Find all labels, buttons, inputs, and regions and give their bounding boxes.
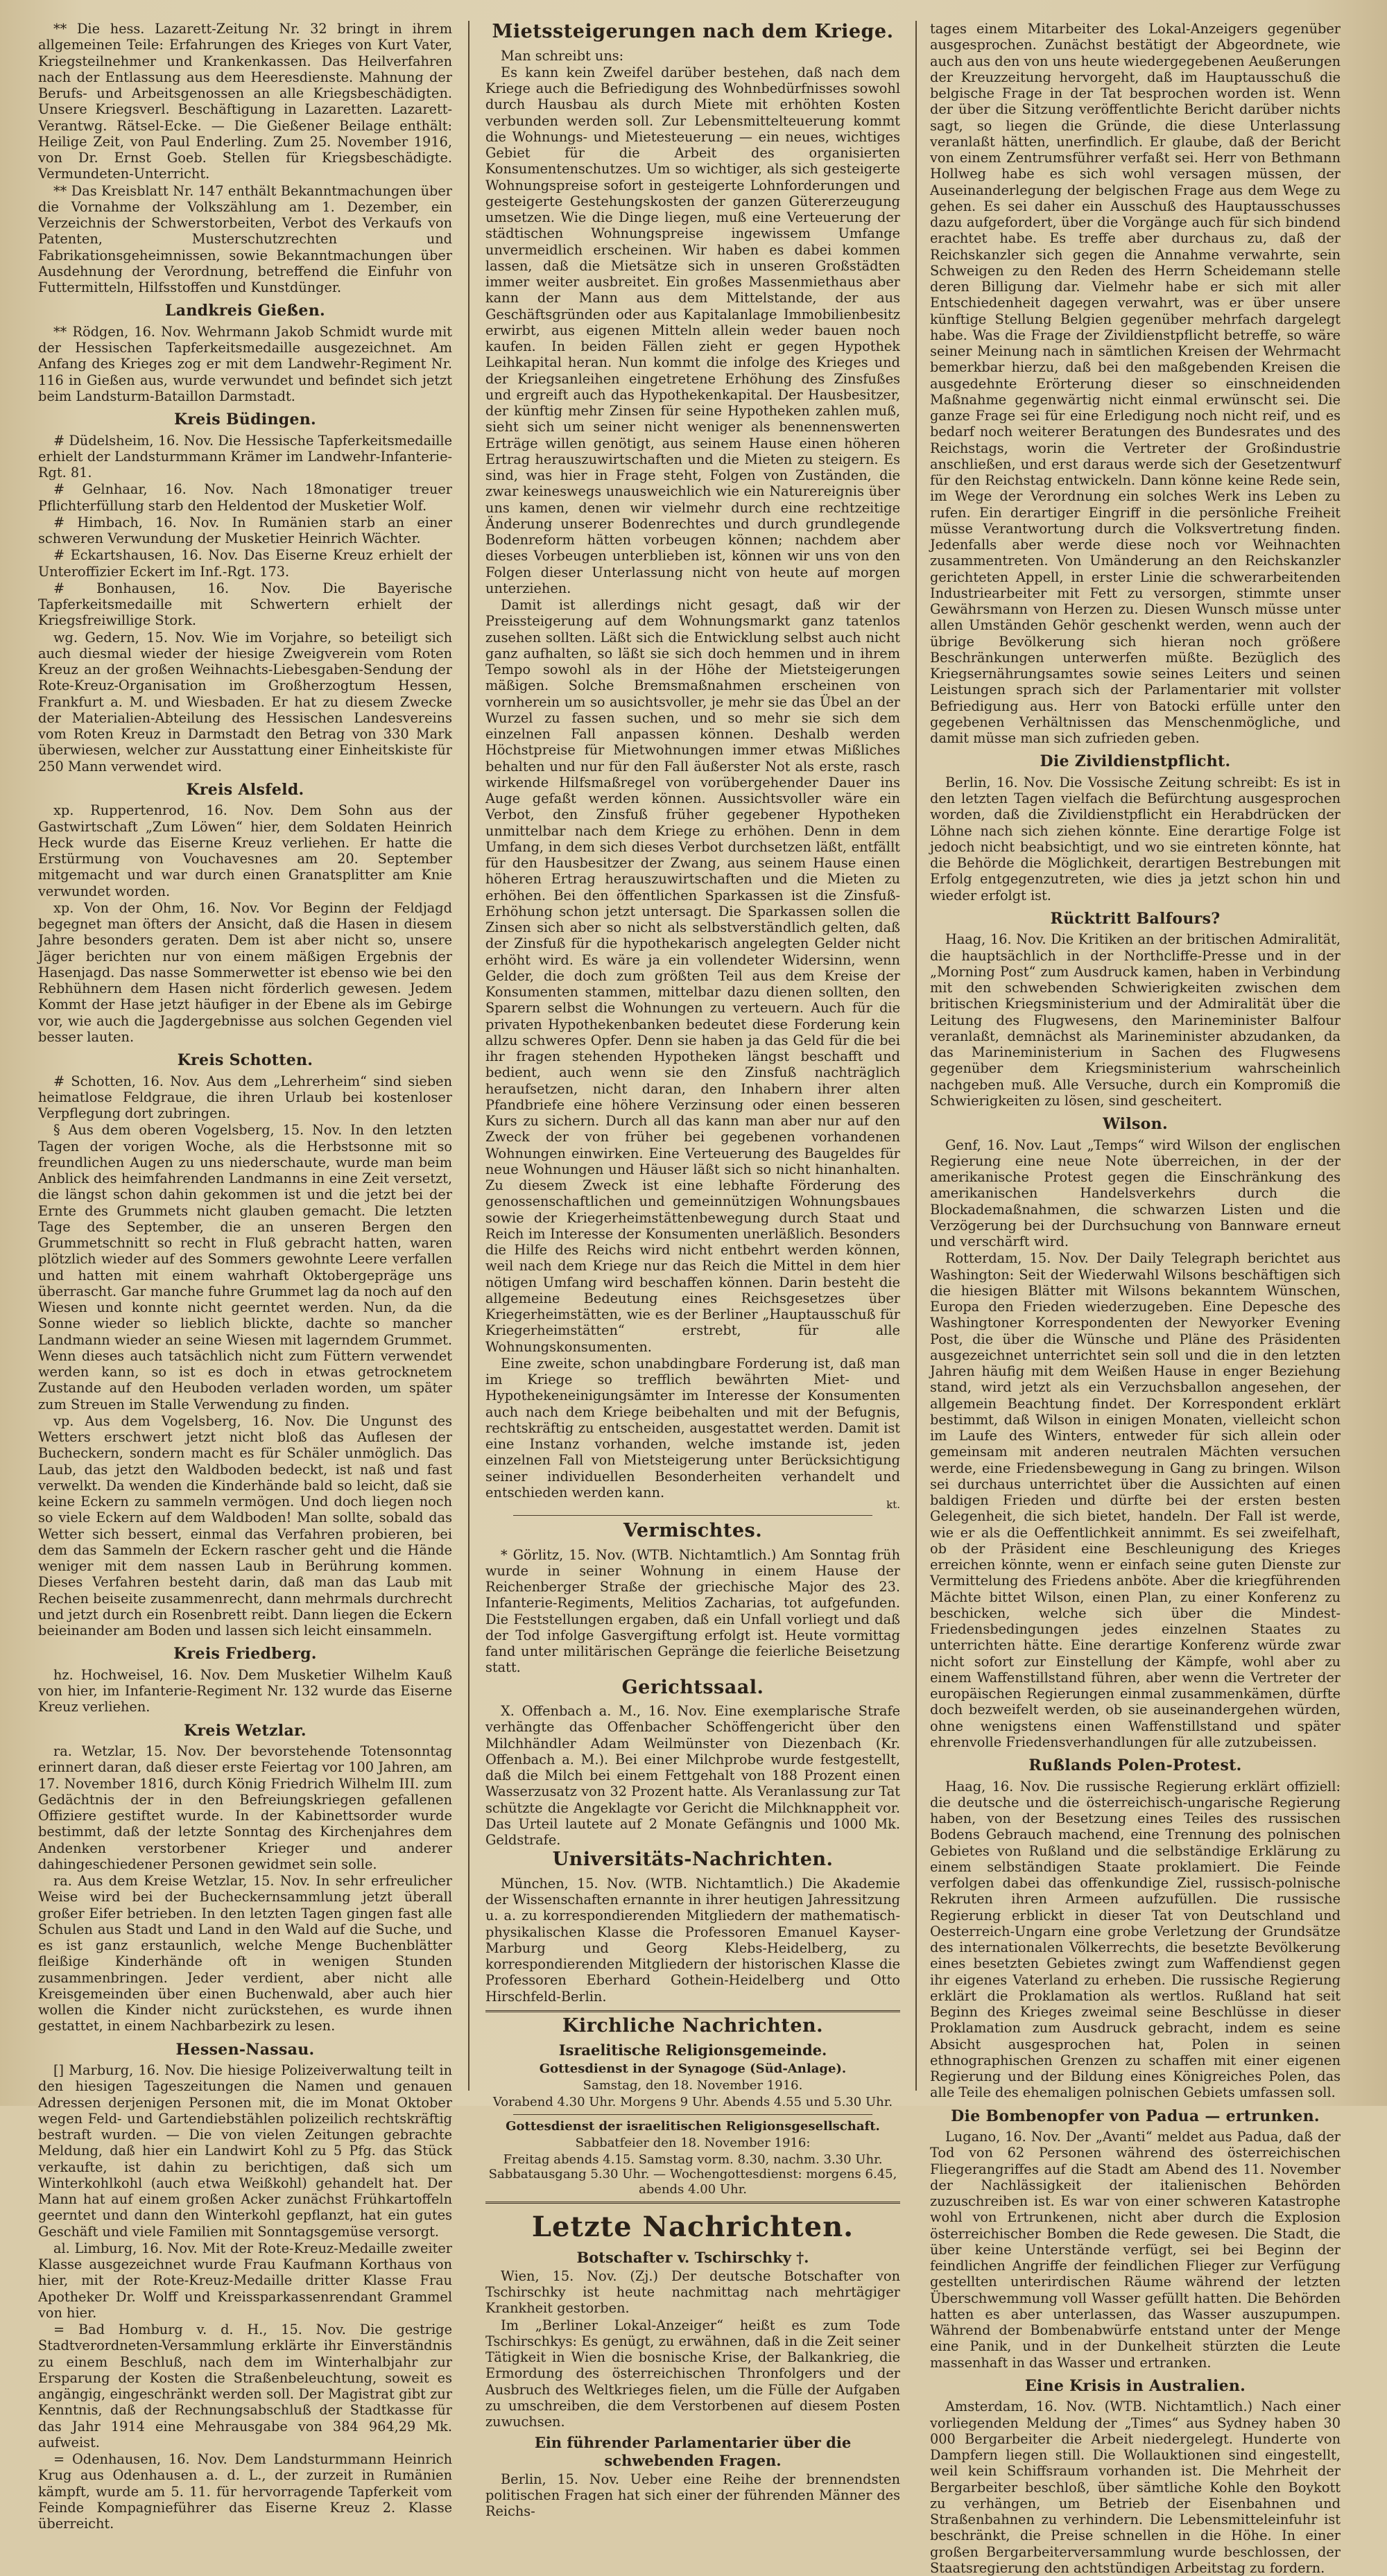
article-paragraph: Haag, 16. Nov. Die russische Regierung erklärt offiziell: die deutsche und die österreichisch-ungarische Regierung haben, von der Besetzung eines Teiles des russischen Bodens Gebrauch machend, eine Trennung des polnischen Gebietes von Rußland und die selbständige Erklärung zu einem selbständigen Staate proklamiert. Die Feinde verfolgen dabei das offenkundige Ziel, russisch-polnische Rekruten ihren Armeen aufzufüllen. Die russische Regierung erblickt in dieser Tat von Deutschland und Oesterreich-Ungarn eine grobe Verletzung der Grundsätze des internationalen Völkerrechts, die besetzte Bevölkerung eines besetzten Gebietes zwingt zum Waffendienst gegen ihr eigenes Vaterland zu erheben. Die russische Regierung erklärt die Proklamation als wertlos. Rußland hat seit Beginn des Krieges zweimal seine Beschlüsse in dieser Proklamation zum Ausdruck gebracht, indem es seine Absicht ausgesprochen hat, Polen in seinen ethnographischen Grenzen zu schaffen mit einer eigenen Regierung und der Bildung eines Königreiches Polen, das alle Teile des ehemaligen polnischen Gebiets umfassen soll. xyxy=(930,1778,1341,2101)
article-headline: Ein führender Parlamentarier über die schwebenden Fragen. xyxy=(534,2434,852,2469)
article-paragraph: § Aus dem oberen Vogelsberg, 15. Nov. In den letzten Tagen der vorigen Woche, als die Herbstsonne mit so freundlichen Augen zu uns niederschaute, wurde man beim Anblick des heimfahrenden Landmanns in eine Zeit versetzt, die längst schon dahin gekommen ist und die jetzt bei der Ernte des Grummets nicht glauben gemacht. Die letzten Tage des September, die an unseren Bergen den Grummetschnitt so recht in Fluß gebracht hatten, waren plötzlich wieder auf des Sommers gewohnte Leere verfallen und hatten mit einem wahrhaft Oktobergepräge uns überrascht. Gar manche fuhre Grummet lag da noch auf den Wiesen und konnte nicht geerntet werden. Nun, da die Sonne wieder so lieblich blickte, dachte so mancher Landmann wieder an seine Wiesen mit lagerndem Grummet. Wenn dieses auch tatsächlich nicht zum Füttern verwendet werden kann, so ist es doch in etwas getrocknetem Zustande auf den Heuboden verladen worden, um später zum Streuen im Stalle Verwendung zu finden. xyxy=(38,1122,452,1412)
article-paragraph: Wien, 15. Nov. (Zj.) Der deutsche Botschafter von Tschirschky ist heute nachmittag nach mehrtägiger Krankheit gestorben. xyxy=(485,2267,900,2317)
article-paragraph: # Himbach, 16. Nov. In Rumänien starb an einer schweren Verwundung der Musketier Heinrich Wächter. xyxy=(38,514,452,546)
article-headline: Botschafter v. Tschirschky †. xyxy=(576,2248,809,2266)
section-heading: Kreis Schotten. xyxy=(177,1051,313,1069)
article-paragraph: Eine zweite, schon unabdingbare Forderung ist, daß man im Kriege so trefflich bewährten Miet- und Hypothekeneinigungsämter im Interesse der Konsumenten auch nach dem Kriege beibehalten und mit der Befugnis, rechtskräftig zu entscheiden, ausgestattet werden. Damit ist eine Instanz vorhanden, welche imstande ist, jeden einzelnen Fall von Mietsteigerung unter Berücksichtigung seiner individuellen Besonderheiten verhandelt und entschieden werden kann. xyxy=(485,1355,900,1501)
article-paragraph: Rotterdam, 15. Nov. Der Daily Telegraph berichtet aus Washington: Seit der Wiederwahl Wilsons beschäftigen sich die hiesigen Blätter mit Wilsons bekanntem Wünschen, Europa den Frieden wiederzugeben. Eine Depesche des Washingtoner Korrespondenten der Newyorker Evening Post, die über die Wünsche und Pläne des Präsidenten ausgezeichnet unterrichtet sein soll und die in den letzten Jahren häufig mit dem Weißen Hause in enger Beziehung stand, wird jetzt als ein Verzuchsballon angesehen, der allgemein Beachtung findet. Der Korrespondent erklärt bestimmt, daß Wilson in einigen Monaten, vielleicht schon im Laufe des Winters, entweder für sich allein oder gemeinsam mit anderen neutralen Mächten versuchen werde, eine Friedensbewegung in Gang zu bringen. Wilson sei durchaus unterrichtet über die Aussichten auf einen baldigen Frieden und dürfte bei der ersten besten Gelegenheit, die sich bietet, handeln. Der Fall ist werde, wie er als die Oeffentlichkeit annimmt. Es sei zweifelhaft, ob der Präsident eine Beschleunigung des Krieges erreichen könnte, wenn er einfach seine guten Dienste zur Vermittelung des Friedens anböte. Aber die kriegführenden Mächte bittet Wilson, einen Plan, zu einer Konferenz zu beschicken, welche sich über die Mindest-Friedensbedingungen jedes einzelnen Staates zu unterrichten hätte. Eine derartige Konferenz würde zwar nicht sofort zur Einstellung der Kämpfe, wohl aber zu einem Waffenstillstand führen, aber wenn die Vertreter der europäischen Regierungen einmal zusammenkämen, dürfte doch bezweifelt werden, ob sie auseinandergehen würden, ohne wenigstens einen Waffenstillstand und später ehrenvolle Friedensverhandlungen für alle zutzubeissen. xyxy=(930,1250,1341,1750)
notice-line: Gottesdienst der israelitischen Religionsgesellschaft. xyxy=(506,2118,880,2134)
notice-line: Vorabend 4.30 Uhr. Morgens 9 Uhr. Abends 4.55 und 5.30 Uhr. xyxy=(492,2094,893,2109)
article-paragraph: = Bad Homburg v. d. H., 15. Nov. Die gestrige Stadtverordneten-Versammlung erklärte ihr Einverständnis zu einem Beschluß, nach dem im Winterhalbjahr zur Ersparung der Kosten die Straßenbeleuchtung, soweit es angängig, eingeschränkt werden soll. Der Magistrat gibt zur Kenntnis, daß der Rechnungsabschluß der Stadtkasse für das Jahr 1914 eine Mehrausgabe von 384 964,29 Mk. aufweist. xyxy=(38,2322,452,2450)
notice-line: Sabbatfeier den 18. November 1916: xyxy=(575,2135,811,2150)
article-paragraph: ** Das Kreisblatt Nr. 147 enthält Bekanntmachungen über die Vornahme der Volkszählung am 1. Dezember, ein Verzeichnis der Schwerstorbeiten, Verbot des Verkaufs von Patenten, Musterschutzrechten und Fabrikationsgeheimnissen, sowie Bekanntmachungen über Ausdehnung der Verordnung, betreffend die Einfuhr von Futtermitteln, Hilfsstoffen und Kunstdünger. xyxy=(38,182,452,295)
article-paragraph: Berlin, 15. Nov. Ueber eine Reihe der brennendsten politischen Fragen hat sich einer der führenden Männer des Reichs- xyxy=(485,2471,900,2520)
article-headline: Rußlands Polen-Protest. xyxy=(1028,1756,1242,1774)
article-paragraph: Berlin, 16. Nov. Die Vossische Zeitung schreibt: Es ist in den letzten Tagen vielfach die Befürchtung ausgesprochen worden, daß die Zivildienstpflicht ein Herabdrücken der Löhne nach sich ziehen könnte. Eine derartige Folge ist jedoch nicht beabsichtigt, und wo sie eintreten könnte, hat die Behörde die Möglichkeit, derartigen Bestrebungen mit Erfolg entgegenzutreten, wie dies ja jetzt schon hin und wieder erfolgt ist. xyxy=(930,774,1341,904)
article-paragraph: # Eckartshausen, 16. Nov. Das Eiserne Kreuz erhielt der Unteroffizier Eckert im Inf.-Rgt. 173. xyxy=(38,547,452,580)
article-paragraph: [] Marburg, 16. Nov. Die hiesige Polizeiverwaltung teilt in den hiesigen Tageszeitungen die Namen und genauen Adressen derjenigen Personen mit, die im Monat Oktober wegen Feld- und Gartendiebstählen polizeilich rechtskräftig bestraft wurden. — Die von vielen Zeitungen gebrachte Meldung, daß hier ein Landwirt Kohl zu 5 Pfg. das Stück verkaufte, ist dahin zu berichtigen, daß sich um Winterkohlkohl (auch etwa Weißkohl) gehandelt hat. Der Mann hat auf einem großen Acker zunächst Frühkartoffeln geerntet und dann den Winterkohl gepflanzt, hat ein gutes Geschäft und viele Familien mit Sonntagsgemüse versorgt. xyxy=(38,2062,452,2240)
column-rule-right xyxy=(915,21,917,2091)
article-paragraph: vp. Aus dem Vogelsberg, 16. Nov. Die Ungunst des Wetters erschwert jetzt nicht bloß das Auflesen der Bucheckern, sondern macht es für Schäler unmöglich. Das Laub, das jetzt den Waldboden bedeckt, ist naß und fast verwelkt. Da wenden die Kinderhände bald so leicht, daß sie keine Eckern zu sammeln vermögen. Und doch liegen noch so viele Eckern auf dem Waldboden! Man sollte, sobald das Wetter sich bessert, einmal das Verfahren probieren, bei dem das Sammeln der Eckern rascher geht und die Hände weniger mit dem nassen Laub in Berührung kommen. Dieses Verfahren besteht darin, daß man das Laub mit Rechen beiseite zusammenrecht, dann mehrmals durchrecht und jetzt durch ein Rosenbrett reibt. Dann liegen die Eckern beieinander am Boden und lassen sich leicht einsammeln. xyxy=(38,1412,452,1639)
article-paragraph: ** Rödgen, 16. Nov. Wehrmann Jakob Schmidt wurde mit der Hessischen Tapferkeitsmedaille ausgezeichnet. Am Anfang des Krieges zog er mit dem Landwehr-Regiment Nr. 116 in Gießen aus, wurde verwundet und befindet sich jetzt beim Landsturm-Bataillon Darmstadt. xyxy=(38,323,452,404)
notice-line: Samstag, den 18. November 1916. xyxy=(583,2077,803,2093)
article-paragraph: tages einem Mitarbeiter des Lokal-Anzeigers gegenüber ausgesprochen. Zunächst bestätigt der Abgeordnete, wie auch aus den von uns heute wiedergegebenen Aeußerungen der Kreuzzeitung hervorgeht, daß im Hauptausschuß die belgische Frage in der Tat besprochen worden ist. Wenn der über die Sitzung veröffentlichte Bericht darüber nichts sagt, so liegen die Gründe, die diese Unterlassung veranlaßt hätten, unerfindlich. Er glaube, daß der Bericht von einem Zentrumsführer verfaßt sei. Herr von Bethmann Hollweg habe es sich wohl versagen müssen, der Auseinanderlegung der belgischen Frage aus dem Wege zu gehen. Es sei daher ein Ausschuß des Hauptausschusses dazu aufgefordert, über die Vorgänge auch für sich bindend erachtet habe. Es treffe aber durchaus zu, daß der Reichskanzler sich gegen die Annahme verwahrte, sein Schweigen zu den Reden des Herrn Scheidemann stelle deren Billigung dar. Vielmehr habe er sich mit aller Entschiedenheit dagegen verwahrt, was er über unsere künftige Stellung Belgien gegenüber mehrfach dargelegt habe. Was die Frage der Zivildienstpflicht betreffe, so wäre seiner Meinung nach in sämtlichen Kreisen der Wehrmacht bemerkbar hierzu, daß bei den maßgebenden Kreisen die ausgedehnte Erörterung dieser so einschneidenden Maßnahme gegenwärtig nicht einmal erwünscht sei. Die ganze Frage sei für eine Erledigung noch nicht reif, und es bedarf noch weiterer Beratungen des Bundesrates und des Reichstags, worin die Vertreter der Großindustrie anschließen, und erst daraus werde sich der Gesetzentwurf für den Reichstag entwickeln. Dann könne keine Rede sein, im Wege der Verordnung ein solches Werk ins Leben zu rufen. Ein derartiger Eingriff in die persönliche Freiheit müsse Verantwortung durch die Volksvertretung finden. Jedenfalls aber werde diese noch vor Weihnachten zusammentreten. Von Umänderung an den Reichskanzler gerichteten Appell, in erster Linie die schwerarbeitenden Industriearbeiter mit Fett zu versorgen, stimmte unser Gewährsmann von Herzen zu. Diesen Wunsch müsse unter allen Umständen Gehör geschenkt werden, wenn auch der übrige Bevölkerung sich hieran noch größere Beschränkungen unterwerfen müßte. Bezüglich des Kriegsernährungsamtes sowie seines Leiters und seinen Leistungen sprach sich der Parlamentarier mit vollster Befriedigung aus. Herr von Batocki erfülle unter den gegebenen Verhältnissen das Menschenmögliche, und damit müsse man sich zufrieden geben. xyxy=(930,21,1341,746)
article-paragraph: al. Limburg, 16. Nov. Mit der Rote-Kreuz-Medaille zweiter Klasse ausgezeichnet wurde Frau Kaufmann Korthaus von hier, mit der Rote-Kreuz-Medaille dritter Klasse Frau Apotheker Dr. Wolff und Kreissparkassenrendant Grammel von hier. xyxy=(38,2240,452,2321)
column-right xyxy=(930,21,1341,2576)
article-headline: Rücktritt Balfours? xyxy=(1050,909,1221,928)
article-paragraph: xp. Ruppertenrod, 16. Nov. Dem Sohn aus der Gastwirtschaft „Zum Löwen“ hier, dem Soldaten Heinrich Heck wurde das Eiserne Kreuz verliehen. Er hatte die Erstürmung von Vouchavesnes am 20. September mitgemacht und war durch einen Granatsplitter am Knie verwundet worden. xyxy=(38,802,452,899)
article-paragraph: hz. Hochweisel, 16. Nov. Dem Musketier Wilhelm Kauß von hier, im Infanterie-Regiment Nr. 132 wurde das Eiserne Kreuz verliehen. xyxy=(38,1666,452,1715)
author-signature: kt. xyxy=(886,1498,900,1512)
divider xyxy=(513,2114,872,2115)
article-paragraph: ra. Wetzlar, 15. Nov. Der bevorstehende Totensonntag erinnert daran, daß dieser erste Feiertag vor 100 Jahren, am 17. November 1816, durch König Friedrich Wilhelm III. zum Gedächtnis der in den Befreiungskriegen gefallenen Offiziere gestiftet wurde. In der Kabinettsorder wurde bestimmt, daß der letzte Sonntag des Kirchenjahres dem Andenken verstorbener Krieger und anderer dahingeschiedener Personen gewidmet sein solle. xyxy=(38,1743,452,1872)
section-heading: Vermischtes. xyxy=(623,1520,763,1542)
article-headline: Mietssteigerungen nach dem Kriege. xyxy=(492,21,894,42)
church-notices-box xyxy=(485,2010,900,2204)
section-heading: Kirchliche Nachrichten. xyxy=(562,2014,824,2037)
article-paragraph: * Görlitz, 15. Nov. (WTB. Nichtamtlich.) Am Sonntag früh wurde in seiner Wohnung in einem Hause der Reichenberger Straße der griechische Major des 23. Infanterie-Regiments, Melitios Zacharias, tot aufgefunden. Die Feststellungen ergaben, daß ein Unfall vorliegt und daß der Tod infolge Gasvergiftung erfolgt ist. Heute vormittag fand unter militärischen Gepränge die feierliche Beisetzung statt. xyxy=(485,1546,900,1676)
notice-title: Israelitische Religionsgemeinde. xyxy=(558,2041,827,2059)
column-left xyxy=(38,21,452,2532)
article-paragraph: # Gelnhaar, 16. Nov. Nach 18monatiger treuer Pflichterfüllung starb den Heldentod der Musketier Wolf. xyxy=(38,481,452,514)
section-heading: Hessen-Nassau. xyxy=(175,2040,315,2059)
section-heading: Kreis Büdingen. xyxy=(174,410,316,429)
article-paragraph: wg. Gedern, 15. Nov. Wie im Vorjahre, so beteiligt sich auch diesmal wieder der hiesige Zweigverein vom Roten Kreuz an der großen Weihnachts-Liebesgaben-Sendung der Rote-Kreuz-Organisation im Großherzogtum Hessen, Frankfurt a. M. und Wiesbaden. Er hat zu diesem Zwecke der Materialien-Abteilung des Hessischen Landesvereins vom Roten Kreuz in Darmstadt den Betrag von 330 Mark überwiesen, welcher zur Ausstattung einer Einheitskiste für 250 Mann verwendet wird. xyxy=(38,629,452,775)
section-heading: Landkreis Gießen. xyxy=(165,302,325,320)
section-heading: Kreis Alsfeld. xyxy=(186,780,304,799)
article-paragraph: Damit ist allerdings nicht gesagt, daß wir der Preissteigerung auf dem Wohnungsmarkt ganz tatenlos zusehen sollten. Läßt sich die Entwicklung selbst auch nicht ganz aufhalten, so läßt sie sich doch hemmen und in ihrem Tempo sowohl als in der Höhe der Mietsteigerungen mäßigen. Solche Bremsmaßnahmen erscheinen von vornherein um so ausichtsvoller, je mehr sie das Übel an der Wurzel zu fassen suchen, und so mehr sie sich dem einzelnen Fall anpassen können. Deshalb werden Höchstpreise für Mietwohnungen immer etwas Mißliches behalten und nur für den Fall äußerster Not als erste, rasch wirkende Hilfsmaßregel von vorübergehender Dauer ins Auge gefaßt werden können. Aussichtsvoller wäre ein Verbot, den Zinsfuß früher gegebener Hypotheken unmittelbar nach dem Kriege zu erhöhen. Denn in dem Umfang, in dem sich dieses Verbot durchsetzen läßt, entfällt für den Hausbesitzer der Zwang, aus seinem Hause einen höheren Ertrag herauszuwirtschaften und die Mieten zu erhöhen. Bei den öffentlichen Sparkassen ist die Zinsfuß-Erhöhung schon jetzt untersagt. Die Sparkassen sollen die Zinsen sich aber so nicht als selbstverständlich gelten, daß der Zinsfuß für die hypothekarisch angelegten Gelder nicht erhöht wird. Es wäre ja ein vollendeter Widersinn, wenn Gelder, die doch zum größten Teil aus dem Kreise der Konsumenten stammen, mittelbar dazu dienen sollten, den Sparern selbst die Wohnungen zu verteuern. Auch für die privaten Hypothekenbanken bedeutet diese Forderung kein allzu schweres Opfer. Denn sie haben ja das Geld für die bei ihr fragen stehenden Hypotheken längst beschafft und bedient, auch wenn sie den Zinsfuß nachträglich heraufsetzen, nicht daran, den Inhabern ihrer alten Pfandbriefe eine höhere Verzinsung oder einen besseren Kurs zu sichern. Durch all das kann man aber nur auf den Zweck der von früher bei gegebenen vorhandenen Wohnungen einwirken. Eine Verteuerung des Baugeldes für neue Wohnungen und Häuser läßt sich so nicht hinanhalten. Zu diesem Zweck ist eine lebhafte Förderung des genossenschaftlichen und gemeinnützigen Wohnungsbaues sowie der Kriegerheimstättenbewegung durch Staat und Reich im Interesse der Konsumenten unerläßlich. Besonders die Hilfe des Reichs wird nicht entbehrt werden können, weil nach dem Kriege nur das Reich die Mittel in dem hier nötigen Umfang wird beschaffen können. Darin besteht die allgemeine Bedeutung eines Reichsgesetzes über Kriegerheimstätten, wie es der Berliner „Hauptausschuß für Kriegerheimstätten“ erstrebt, für alle Wohnungskonsumenten. xyxy=(485,597,900,1355)
article-headline: Die Bombenopfer von Padua — ertrunken. xyxy=(951,2107,1320,2125)
article-paragraph: Lugano, 16. Nov. Der „Avanti“ meldet aus Padua, daß der Tod von 62 Personen während des österreichischen Fliegerangriffes auf die Stadt am Abend des 11. November der Nachlässigkeit der italienischen Behörden zuzuschreiben ist. Es war von einer schweren Katastrophe wohl von Ertrunkenen, nicht aber durch die Explosion österreichischer Bomben die Rede gewesen. Die Stadt, die über keine Unterstände verfügt, sei bei Beginn der feindlichen Angriffe der feindlichen Flieger zur Verfügung gestellten unterirdischen Räume während der letzten Überschwemmung voll Wasser gefüllt hatten. Die Behörden hatten es aber unterlassen, das Wasser auszupumpen. Während der Bombenabwürfe entstand unter der Menge eine Panik, und in der Dunkelheit stürzten die Leute massenhaft in das Wasser und ertranken. xyxy=(930,2129,1341,2371)
section-heading: Letzte Nachrichten. xyxy=(531,2211,854,2244)
section-heading: Gerichtssaal. xyxy=(621,1676,764,1698)
column-rule-left xyxy=(468,21,469,2091)
article-headline: Die Zivildienstpflicht. xyxy=(1040,752,1231,771)
notice-line: Gottesdienst in der Synagoge (Süd-Anlage). xyxy=(539,2061,847,2076)
article-paragraph: ra. Aus dem Kreise Wetzlar, 15. Nov. In sehr erfreulicher Weise wird bei der Bucheckernsammlung jetzt überall großer Eifer betrieben. In den letzten Tagen gingen fast alle Schulen aus Stadt und Land in den Wald auf die Suche, und es ist ganz erstaunlich, welche Menge Buchenblätter fleißige Kinderhände oft in wenigen Stunden zusammenbringen. Jeder verdient, aber nicht alle Kreisgemeinden über einen Buchenwald, aber auch hier wollen die Kinder nicht zurückstehen, es wurde ihnen gestattet, in einem Nachbarbezirk zu lesen. xyxy=(38,1873,452,2034)
article-headline: Wilson. xyxy=(1103,1115,1168,1133)
article-paragraph: Im „Berliner Lokal-Anzeiger“ heißt es zum Tode Tschirschkys: Es genügt, zu erwähnen, daß in die Zeit seiner Tätigkeit in Wien die bosnische Krise, der Balkankrieg, die Ermordung des österreichischen Thronfolgers und der Ausbruch des Weltkrieges fielen, um die Fülle der Aufgaben zu umschreiben, die dem Verstorbenen auf diesem Posten zuwuchsen. xyxy=(485,2317,900,2430)
article-paragraph: X. Offenbach a. M., 16. Nov. Eine exemplarische Strafe verhängte das Offenbacher Schöffengericht über den Milchhändler Adam Weilmünster von Diezenbach (Kr. Offenbach a. M.). Bei einer Milchprobe wurde festgestellt, daß die Milch bei einem Fettgehalt von 188 Prozent einen Wasserzusatz von 32 Prozent hatte. Als Veranlassung zur Tat schützte die Angeklagte vor Gericht die Milchknappheit vor. Das Urteil lautete auf 2 Monate Gefängnis und 1000 Mk. Geldstrafe. xyxy=(485,1703,900,1849)
column-middle xyxy=(485,21,900,2520)
section-heading: Kreis Wetzlar. xyxy=(184,1721,307,1740)
section-heading: Kreis Friedberg. xyxy=(173,1645,317,1663)
article-paragraph: = Odenhausen, 16. Nov. Dem Landsturmmann Heinrich Krug aus Odenhausen a. d. L., der zurzeit in Rumänien kämpft, wurde am 5. 11. für hervorragende Tapferkeit vom Feinde Kompagnieführer das Eiserne Kreuz 2. Klasse überreicht. xyxy=(38,2451,452,2532)
article-paragraph: München, 15. Nov. (WTB. Nichtamtlich.) Die Akademie der Wissenschaften ernannte in ihrer heutigen Jahressitzung u. a. zu korrespondierenden Mitgliedern der mathematisch-physikalischen Klasse die Professoren Emanuel Kayser-Marburg und Georg Klebs-Heidelberg, zu korrespondierenden Mitgliedern der historischen Klasse die Professoren Eberhard Gothein-Heidelberg und Otto Hirschfeld-Berlin. xyxy=(485,1875,900,2005)
article-paragraph: # Schotten, 16. Nov. Aus dem „Lehrerheim“ sind sieben heimatlose Feldgraue, die ihren Urlaub bei kostenloser Verpflegung dort zubringen. xyxy=(38,1073,452,1121)
article-paragraph: ** Die hess. Lazarett-Zeitung Nr. 32 bringt in ihrem allgemeinen Teile: Erfahrungen des Krieges von Kurt Vater, Kriegsteilnehmer und Krankenkassen. Das Heilverfahren nach der Entlassung aus dem Heeresdienste. Mahnung der Berufs- und Arbeitsgenossen an alle Kriegsbeschädigten. Unsere Kriegsverl. Beschäftigung in Lazaretten. Lazarett-Verantwg. Rätsel-Ecke. — Die Gießener Beilage enthält: Heilige Zeit, von Paul Enderling. Zum 25. November 1916, von Dr. Ernst Goeb. Stellen für Kriegsbeschädigte. Vermundeten-Unterricht. xyxy=(38,21,452,182)
article-paragraph: # Düdelsheim, 16. Nov. Die Hessische Tapferkeitsmedaille erhielt der Landsturmmann Krämer im Landwehr-Infanterie-Rgt. 81. xyxy=(38,432,452,481)
article-headline: Eine Krisis in Australien. xyxy=(1024,2376,1246,2395)
notice-line: Freitag abends 4.15. Samstag vorm. 8.30, nachm. 3.30 Uhr. Sabbatausgang 5.30 Uhr. — Wochengottesdienst: morgens 6.45, abends 4.00 Uhr. xyxy=(488,2152,897,2197)
article-paragraph: Haag, 16. Nov. Die Kritiken an der britischen Admiralität, die hauptsächlich in der Northcliffe-Presse und in der „Morning Post“ zum Ausdruck kamen, haben in Verbindung mit den schwebenden Schwierigkeiten zwischen dem britischen Kriegsministerium und der Admiralität über die Leitung des Flugwesens, den Marineminister Balfour veranlaßt, demnächst als Marineminister abzudanken, da das Marineministerium in Sachen des Flugwesens gegenüber dem Kriegsministerium wahrscheinlich nachgeben muß. Alle Versuche, durch ein Kompromiß die Schwierigkeiten zu lösen, sind gescheitert. xyxy=(930,931,1341,1109)
article-paragraph: # Bonhausen, 16. Nov. Die Bayerische Tapferkeitsmedaille mit Schwertern erhielt der Kriegsfreiwillige Stork. xyxy=(38,580,452,629)
article-paragraph: Es kann kein Zweifel darüber bestehen, daß nach dem Kriege auch die Befriedigung des Wohnbedürfnisses sowohl durch Hausbau als durch Miete mit erhöhten Kosten verbunden werden soll. Zur Lebensmittelteuerung kommt die Wohnungs- und Mietesteuerung — ein neues, wichtiges Gebiet für die Arbeit des organisierten Konsumentenschutzes. Um so wichtiger, als sich gesteigerte Wohnungspreise sofort in gesteigerte Lohnforderungen und gesteigerte Gestehungskosten der ganzen Gütererzeugung umsetzen. Wie die Dinge liegen, muß eine Verteuerung der städtischen Wohnungspreise ingewissem Umfange unvermeidlich erscheinen. Wir haben es dabei kommen lassen, daß die Mietsätze sich in unseren Großstädten immer weiter ausbreitet. Ein großes Massenmiethaus aber kann der Mann aus dem Mittelstande, der aus Geschäftsgründen oder aus Kapitalanlage Immobilienbesitz erwirbt, aus eigenen Mitteln allein weder bauen noch kaufen. In beiden Fällen zieht er gegen Hypothek Leihkapital heran. Nun kommt die infolge des Krieges und der Kriegsanleihen eingetretene Erhöhung des Zinsfußes und ergreift auch das Hypothekenkapital. Der Hausbesitzer, der künftig mehr Zinsen für seine Hypotheken zahlen muß, sieht sich um seiner nicht weniger als benennenswerten Erträge willen genötigt, aus seinem Hause einen höheren Ertrag herauszuwirtschaften und die Mieten zu steigern. Es sind, was hier in Frage steht, Folgen von Zuständen, die zwar keineswegs unausweichlich wie ein Naturereignis über uns kamen, denen wir vielmehr durch eine rechtzeitige Änderung unserer Bodenrechtes und durch grundlegende Bodenreform hätten vorbeugen können; nachdem aber dieses Vorbeugen unterblieben ist, können wir uns von den Folgen dieser Unterlassung nicht von heute auf morgen unterziehen. xyxy=(485,64,900,596)
section-heading: Universitäts-Nachrichten. xyxy=(552,1849,834,1871)
article-paragraph: xp. Von der Ohm, 16. Nov. Vor Beginn der Feldjagd begegnet man öfters der Ansicht, daß die Hasen in diesem Jahre besonders geraten. Dem ist aber nicht so, unsere Jäger berichten nur von einem mäßigen Ergebnis der Hasenjagd. Das nasse Sommerwetter ist ebenso wie bei den Rebhühnern dem Hasen nicht förderlich gewesen. Jedem Kommt der Hase jetzt häufiger in der Ebene als im Gebirge vor, wie auch die Jagdergebnisse aus solchen Gegenden viel besser lauten. xyxy=(38,899,452,1045)
divider xyxy=(513,1515,872,1516)
article-paragraph: Man schreibt uns: xyxy=(501,47,624,64)
article-paragraph: Amsterdam, 16. Nov. (WTB. Nichtamtlich.) Nach einer vorliegenden Meldung der „Times“ aus Sydney haben 30 000 Bergarbeiter die Arbeit niedergelegt. Hunderte von Dampfern liegen still. Die Wollauktionen sind eingestellt, weil kein Schiffsraum vorhanden ist. Die Mehrheit der Bergarbeiter beschloß, über sämtliche Kohle den Boykott zu verhängen, um Betrieb der Eisenbahnen und Straßenbahnen zu verhindern. Die Lebensmitteleinfuhr ist beschränkt, die Preise schnellen in die Höhe. In einer großen Bergarbeiterversammlung wurde beschlossen, der Staatsregierung den achtstündigen Arbeitstag zu fordern. xyxy=(930,2398,1341,2576)
article-paragraph: Genf, 16. Nov. Laut „Temps“ wird Wilson der englischen Regierung eine neue Note überreichen, in der der amerikanische Protest gegen die Einschränkung des amerikanischen Handelsverkehrs durch die Blockademaßnahmen, die schwarzen Listen und die Verzögerung bei der Durchsuchung von Bannware erneut und verschärft wird. xyxy=(930,1136,1341,1250)
